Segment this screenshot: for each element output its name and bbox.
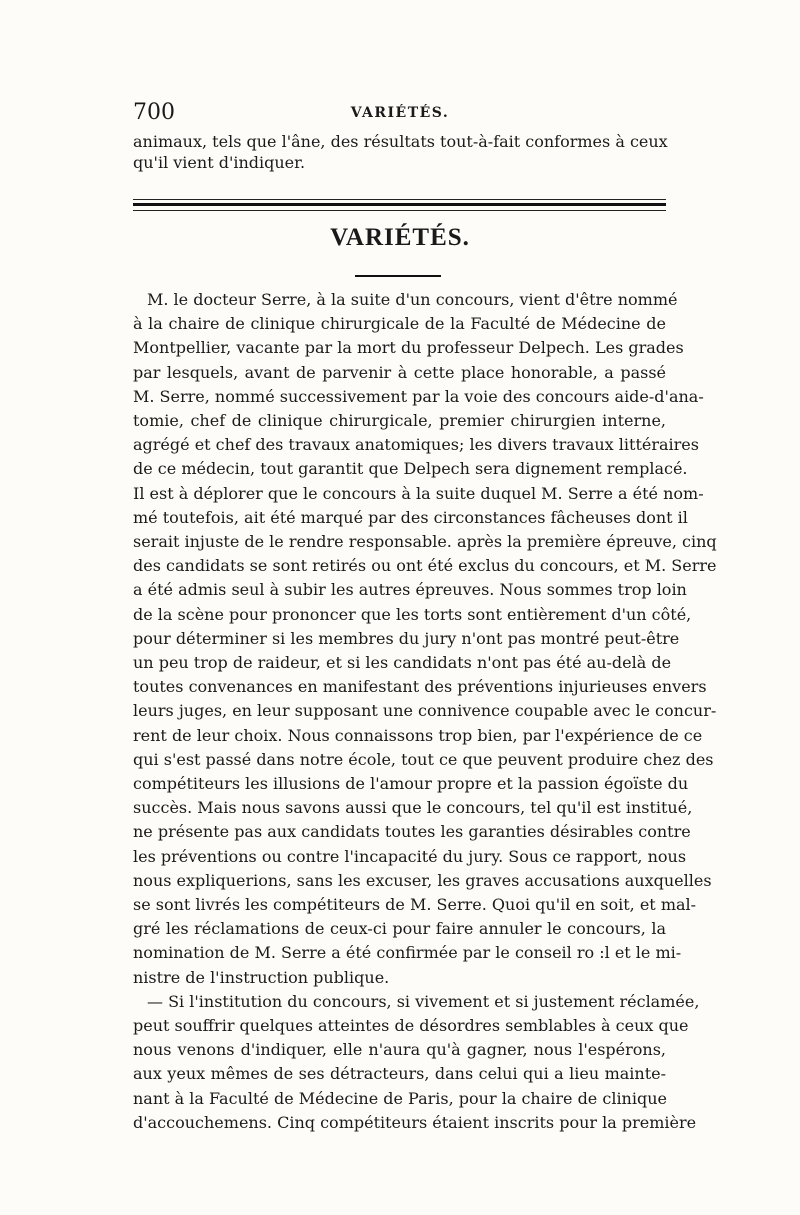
body-line: leurs juges, en leur supposant une connivence coupable avec le concur- xyxy=(133,701,717,720)
body-line: tomie, chef de clinique chirurgicale, premier chirurgien interne, xyxy=(133,411,666,430)
body-line: aux yeux mêmes de ses détracteurs, dans celui qui a lieu mainte- xyxy=(133,1064,666,1083)
section-rule-top xyxy=(133,199,666,200)
body-line: des candidats se sont retirés ou ont été exclus du concours, et M. Serre xyxy=(133,556,717,575)
body-line: qui s'est passé dans notre école, tout ce que peuvent produire chez des xyxy=(133,750,714,769)
body-line: les préventions ou contre l'incapacité du jury. Sous ce rapport, nous xyxy=(133,847,687,866)
body-line: — Si l'institution du concours, si vivement et si justement réclamée, xyxy=(147,992,700,1011)
body-line: de ce médecin, tout garantit que Delpech sera dignement remplacé. xyxy=(133,459,688,478)
body-line: gré les réclamations de ceux-ci pour faire annuler le concours, la xyxy=(133,919,666,938)
section-rule-bottom xyxy=(133,210,666,211)
body-line: Il est à déplorer que le concours à la suite duquel M. Serre a été nom- xyxy=(133,484,704,503)
body-line: de la scène pour prononcer que les torts sont entièrement d'un côté, xyxy=(133,605,692,624)
carryover-line: animaux, tels que l'âne, des résultats tout-à-fait conformes à ceux xyxy=(133,132,668,151)
section-title: VARIÉTÉS. xyxy=(330,224,470,251)
page-number: 700 xyxy=(133,100,175,125)
body-line: pour déterminer si les membres du jury n'ont pas montré peut-être xyxy=(133,629,680,648)
body-line: par lesquels, avant de parvenir à cette place honorable, a passé xyxy=(133,363,666,382)
body-line: à la chaire de clinique chirurgicale de la Faculté de Médecine de xyxy=(133,314,666,333)
body-line: serait injuste de le rendre responsable. après la première épreuve, cinq xyxy=(133,532,717,551)
running-head xyxy=(0,100,800,126)
body-line: Montpellier, vacante par la mort du professeur Delpech. Les grades xyxy=(133,338,684,357)
body-line: se sont livrés les compétiteurs de M. Serre. Quoi qu'il en soit, et mal- xyxy=(133,895,697,914)
body-line: toutes convenances en manifestant des préventions injurieuses envers xyxy=(133,677,707,696)
body-line: nous expliquerions, sans les excuser, les graves accusations auxquelles xyxy=(133,871,712,890)
body-line: succès. Mais nous savons aussi que le concours, tel qu'il est institué, xyxy=(133,798,693,817)
body-line: mé toutefois, ait été marqué par des circonstances fâcheuses dont il xyxy=(133,508,688,527)
body-line: rent de leur choix. Nous connaissons trop bien, par l'expérience de ce xyxy=(133,726,703,745)
body-line: peut souffrir quelques atteintes de désordres semblables à ceux que xyxy=(133,1016,689,1035)
body-line: compétiteurs les illusions de l'amour propre et la passion égoïste du xyxy=(133,774,689,793)
body-line: ne présente pas aux candidats toutes les garanties désirables contre xyxy=(133,822,691,841)
body-line: nistre de l'instruction publique. xyxy=(133,968,390,987)
body-line: nomination de M. Serre a été confirmée par le conseil ro :l et le mi- xyxy=(133,943,682,962)
body-line: M. le docteur Serre, à la suite d'un concours, vient d'être nommé xyxy=(147,290,678,309)
body-line: nous venons d'indiquer, elle n'aura qu'à gagner, nous l'espérons, xyxy=(133,1040,666,1059)
carryover-line: qu'il vient d'indiquer. xyxy=(133,153,306,172)
section-rule-thick xyxy=(133,203,666,206)
title-underline xyxy=(355,275,441,277)
body-line: M. Serre, nommé successivement par la voie des concours aide-d'ana- xyxy=(133,387,704,406)
body-line: nant à la Faculté de Médecine de Paris, pour la chaire de clinique xyxy=(133,1089,667,1108)
body-line: a été admis seul à subir les autres épreuves. Nous sommes trop loin xyxy=(133,580,687,599)
body-line: d'accouchemens. Cinq compétiteurs étaient inscrits pour la première xyxy=(133,1113,697,1132)
body-line: un peu trop de raideur, et si les candidats n'ont pas été au-delà de xyxy=(133,653,672,672)
running-title: VARIÉTÉS. xyxy=(350,105,450,121)
body-line: agrégé et chef des travaux anatomiques; les divers travaux littéraires xyxy=(133,435,699,454)
